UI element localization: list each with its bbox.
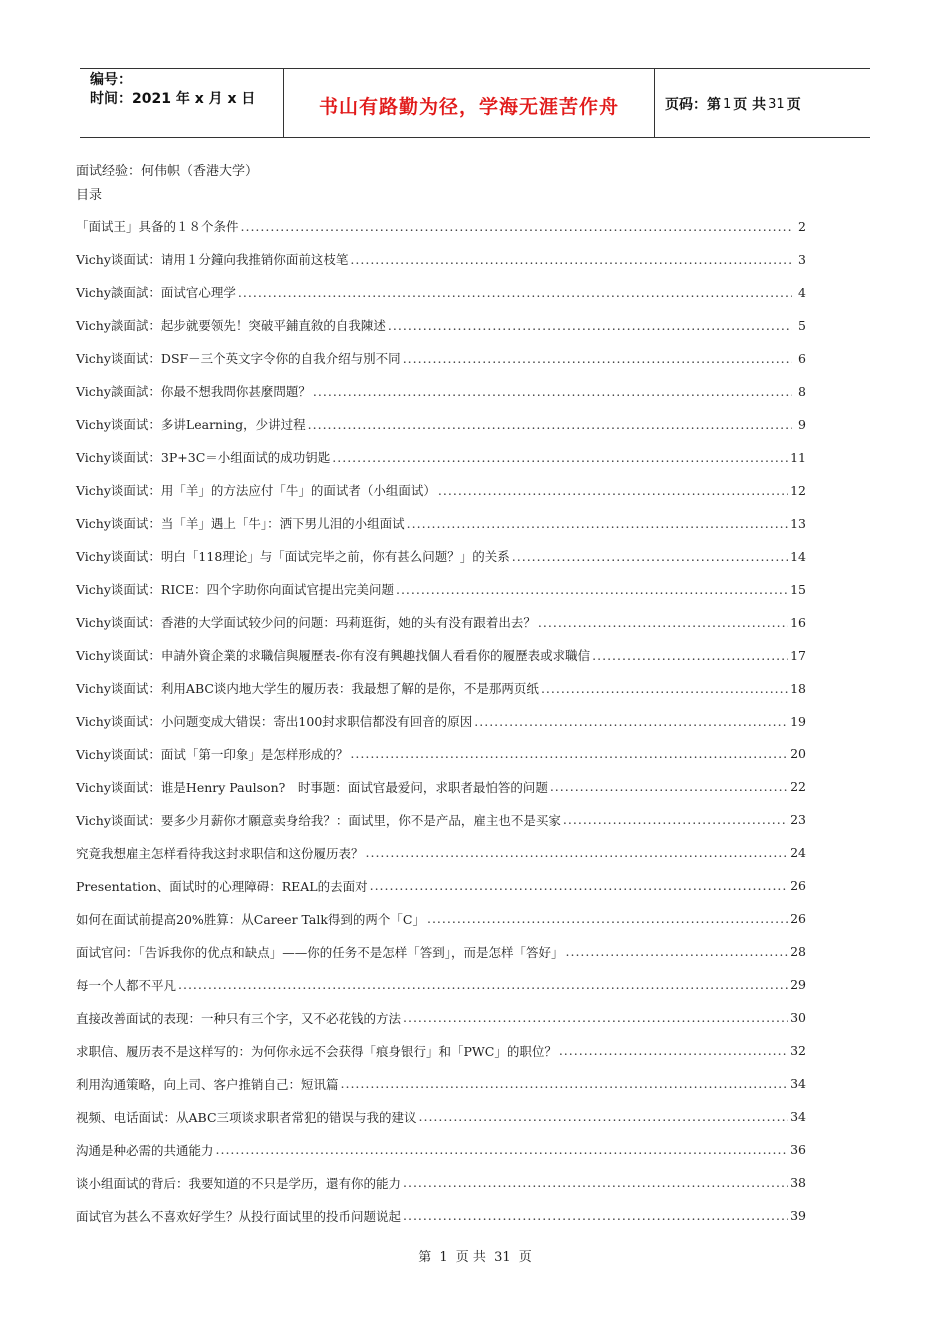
toc-entry-page: 4 [798, 284, 806, 300]
toc-entry-page: 11 [790, 449, 806, 465]
toc-leader-dots [388, 318, 792, 333]
toc-leader-dots [366, 845, 789, 860]
toc-entry[interactable] [76, 836, 806, 869]
toc-leader-dots [550, 779, 788, 794]
toc-entry[interactable] [76, 276, 806, 309]
header-page-current: 1 [723, 96, 732, 112]
toc-entry-title: Vichy谈面试：要多少月薪你才願意卖身给我？：面试里，你不是产品，雇主也不是买家 [76, 812, 561, 828]
toc-entry-page: 38 [790, 1175, 806, 1191]
toc-entry-page: 20 [790, 746, 806, 762]
toc-leader-dots [538, 615, 788, 630]
toc-entry[interactable] [76, 309, 806, 342]
toc-entry-page: 39 [790, 1208, 806, 1224]
toc-leader-dots [332, 450, 788, 465]
toc-leader-dots [370, 878, 789, 893]
toc-entry-title: Vichy谈面试：多讲Learning，少讲过程 [76, 417, 306, 433]
document-date: 时间：2021 年 x 月 x 日 [90, 91, 256, 107]
toc-entry[interactable] [76, 1034, 806, 1067]
toc-entry-page: 34 [790, 1076, 806, 1092]
toc-entry-page: 12 [790, 482, 806, 498]
toc-entry-page: 2 [798, 218, 806, 234]
toc-entry-title: Vichy談面試：你最不想我問你甚麼問題？ [76, 384, 311, 400]
toc-leader-dots [308, 417, 792, 432]
toc-leader-dots [403, 1208, 788, 1223]
page-footer [0, 1246, 950, 1265]
toc-leader-dots [313, 384, 792, 399]
toc-entry[interactable] [76, 639, 806, 672]
toc-entry-page: 24 [790, 845, 806, 861]
toc-entry-title: 利用沟通策略，向上司、客户推销自己：短讯篇 [76, 1076, 339, 1092]
toc-leader-dots [403, 351, 792, 366]
toc-entry-title: Vichy談面試：起步就要领先！突破平鋪直敘的自我陳述 [76, 318, 386, 334]
toc-entry-title: 谈小组面试的背后：我要知道的不只是学历，還有你的能力 [76, 1175, 402, 1191]
toc-leader-dots [474, 714, 788, 729]
toc-leader-dots [341, 1076, 789, 1091]
toc-entry[interactable] [76, 1133, 806, 1166]
toc-entry[interactable] [76, 968, 806, 1001]
toc-leader-dots [566, 944, 789, 959]
toc-entry-page: 32 [790, 1043, 806, 1059]
table-of-contents [76, 210, 806, 1232]
toc-entry-title: Vichy谈面试：明白「118理论」与「面试完毕之前，你有甚么问题？」的关系 [76, 549, 510, 565]
toc-entry-page: 14 [790, 548, 806, 564]
toc-leader-dots [541, 681, 788, 696]
toc-leader-dots [216, 1142, 789, 1157]
toc-entry[interactable] [76, 210, 806, 243]
toc-leader-dots [403, 1010, 788, 1025]
toc-entry[interactable] [76, 573, 806, 606]
toc-entry-page: 15 [790, 581, 806, 597]
toc-entry-page: 13 [790, 515, 806, 531]
toc-entry[interactable] [76, 672, 806, 705]
toc-entry[interactable] [76, 1067, 806, 1100]
header-page-total: 31 [768, 96, 785, 112]
toc-entry[interactable] [76, 441, 806, 474]
toc-entry-page: 9 [798, 416, 806, 432]
toc-entry[interactable] [76, 869, 806, 902]
header-page-suffix: 页 [786, 97, 801, 113]
toc-entry-title: Vichy谈面试：谁是Henry Paulson? 时事题：面试官最爱问，求职者最怕答的问题 [76, 779, 548, 795]
toc-entry-title: 每一个人都不平凡 [76, 977, 177, 993]
footer-mid: 页 共 [455, 1250, 486, 1265]
toc-entry-page: 34 [790, 1109, 806, 1125]
header-page-prefix: 页码：第 [665, 97, 721, 113]
toc-entry-page: 17 [790, 647, 806, 663]
toc-entry[interactable] [76, 738, 806, 771]
toc-entry[interactable] [76, 243, 806, 276]
toc-entry[interactable] [76, 375, 806, 408]
toc-entry-page: 30 [790, 1010, 806, 1026]
toc-entry-title: 视频、电话面试：从ABC三项谈求职者常犯的错误与我的建议 [76, 1109, 417, 1125]
toc-entry-title: Vichy谈面试：当「羊」遇上「牛」：洒下男儿泪的小组面试 [76, 516, 405, 532]
toc-entry-page: 23 [790, 812, 806, 828]
toc-entry[interactable] [76, 705, 806, 738]
toc-entry[interactable] [76, 803, 806, 836]
toc-entry-page: 29 [790, 977, 806, 993]
footer-current-page: 1 [439, 1250, 448, 1265]
toc-entry-title: 究竟我想雇主怎样看待我这封求职信和这份履历表？ [76, 845, 364, 861]
toc-leader-dots [241, 219, 792, 234]
toc-entry-title: Vichy谈面试：DSF－三个英文字令你的自我介绍与別不同 [76, 351, 401, 367]
header-page-info [655, 69, 870, 137]
toc-entry-page: 19 [790, 713, 806, 729]
toc-leader-dots [559, 1043, 788, 1058]
header-page-mid: 页 共 [733, 97, 767, 113]
toc-entry-title: Vichy谈面试：面试「第一印象」是怎样形成的？ [76, 746, 349, 762]
toc-leader-dots [403, 1175, 788, 1190]
toc-entry-title: Presentation、面试时的心理障碍：REAL的去面对 [76, 878, 368, 894]
toc-leader-dots [438, 483, 788, 498]
toc-entry-title: Vichy谈面试：RICE：四个字助你向面试官提出完美问题 [76, 582, 394, 598]
toc-entry-title: Vichy談面試：面试官心理学 [76, 285, 236, 301]
toc-entry-page: 22 [790, 779, 806, 795]
toc-leader-dots [350, 252, 792, 267]
document-number-label: 编号： [90, 72, 132, 88]
toc-entry-title: 直接改善面试的表现：一种只有三个字，又不必花钱的方法 [76, 1010, 402, 1026]
toc-entry[interactable] [76, 606, 806, 639]
toc-entry[interactable] [76, 507, 806, 540]
toc-entry-page: 26 [790, 911, 806, 927]
toc-entry-title: 求职信、履历表不是这样写的：为何你永远不会获得「痕身银行」和「PWC」的职位？ [76, 1043, 557, 1059]
footer-total-pages: 31 [494, 1250, 511, 1265]
toc-entry-page: 26 [790, 878, 806, 894]
toc-leader-dots [396, 582, 788, 597]
toc-entry-page: 16 [790, 614, 806, 630]
toc-entry-title: 如何在面试前提高20%胜算：从Career Talk得到的两个「C」 [76, 911, 425, 927]
toc-entry[interactable] [76, 770, 806, 803]
document-subtitle: 面试经验：何伟帜（香港大学） [76, 164, 259, 179]
document-intro [76, 160, 806, 208]
toc-entry-title: Vichy谈面试：香港的大学面试较少问的问题：玛莉逛街，她的头有没有跟着出去？ [76, 615, 536, 631]
toc-entry-title: 面试官为甚么不喜欢好学生？从投行面试里的投币问题说起 [76, 1208, 402, 1224]
toc-leader-dots [427, 911, 788, 926]
toc-leader-dots [592, 648, 788, 663]
toc-entry-title: Vichy谈面试：请用１分鐘向我推销你面前这枝笔 [76, 252, 349, 268]
header-meta [80, 69, 283, 137]
header-motto: 书山有路勤为径，学海无涯苦作舟 [318, 95, 619, 118]
toc-entry[interactable] [76, 935, 806, 968]
footer-prefix: 第 [418, 1250, 432, 1265]
toc-entry-title: 沟通是种必需的共通能力 [76, 1142, 214, 1158]
toc-entry[interactable] [76, 902, 806, 935]
toc-leader-dots [419, 1109, 789, 1124]
toc-entry[interactable] [76, 1199, 806, 1232]
toc-entry-title: 面试官问：「告诉我你的优点和缺点」——你的任务不是怎样「答到」，而是怎样「答好」 [76, 944, 564, 960]
toc-leader-dots [563, 812, 788, 827]
toc-entry[interactable] [76, 1100, 806, 1133]
toc-heading: 目录 [76, 188, 103, 203]
toc-entry[interactable] [76, 408, 806, 441]
toc-entry-title: Vichy谈面试：申請外資企業的求職信與履歷表-你有沒有興趣找個人看看你的履歷表或求職信 [76, 648, 591, 664]
toc-entry-page: 5 [798, 317, 806, 333]
header-motto-cell [283, 69, 655, 137]
toc-entry[interactable] [76, 1166, 806, 1199]
toc-entry[interactable] [76, 474, 806, 507]
toc-entry-title: Vichy谈面试：3P+3C＝小组面试的成功钥匙 [76, 450, 331, 466]
page-header [80, 68, 870, 138]
toc-leader-dots [178, 977, 788, 992]
toc-entry[interactable] [76, 540, 806, 573]
toc-leader-dots [407, 516, 788, 531]
toc-entry-title: 「面试王」具备的１８个条件 [76, 219, 239, 235]
toc-entry-title: Vichy谈面试：小问题变成大错误：寄出100封求职信都没有回音的原因 [76, 714, 473, 730]
toc-entry-title: Vichy谈面试：利用ABC谈内地大学生的履历表：我最想了解的是你，不是那两页纸 [76, 681, 539, 697]
toc-entry-page: 28 [790, 944, 806, 960]
toc-entry[interactable] [76, 342, 806, 375]
footer-suffix: 页 [518, 1250, 532, 1265]
toc-entry-page: 36 [790, 1142, 806, 1158]
toc-entry-page: 3 [798, 251, 806, 267]
toc-leader-dots [238, 285, 792, 300]
toc-entry-title: Vichy谈面试：用「羊」的方法应付「牛」的面试者（小组面试） [76, 483, 436, 499]
toc-leader-dots [512, 549, 788, 564]
toc-entry[interactable] [76, 1001, 806, 1034]
toc-entry-page: 18 [790, 680, 806, 696]
toc-leader-dots [350, 746, 788, 761]
toc-entry-page: 8 [798, 383, 806, 399]
toc-entry-page: 6 [798, 350, 806, 366]
